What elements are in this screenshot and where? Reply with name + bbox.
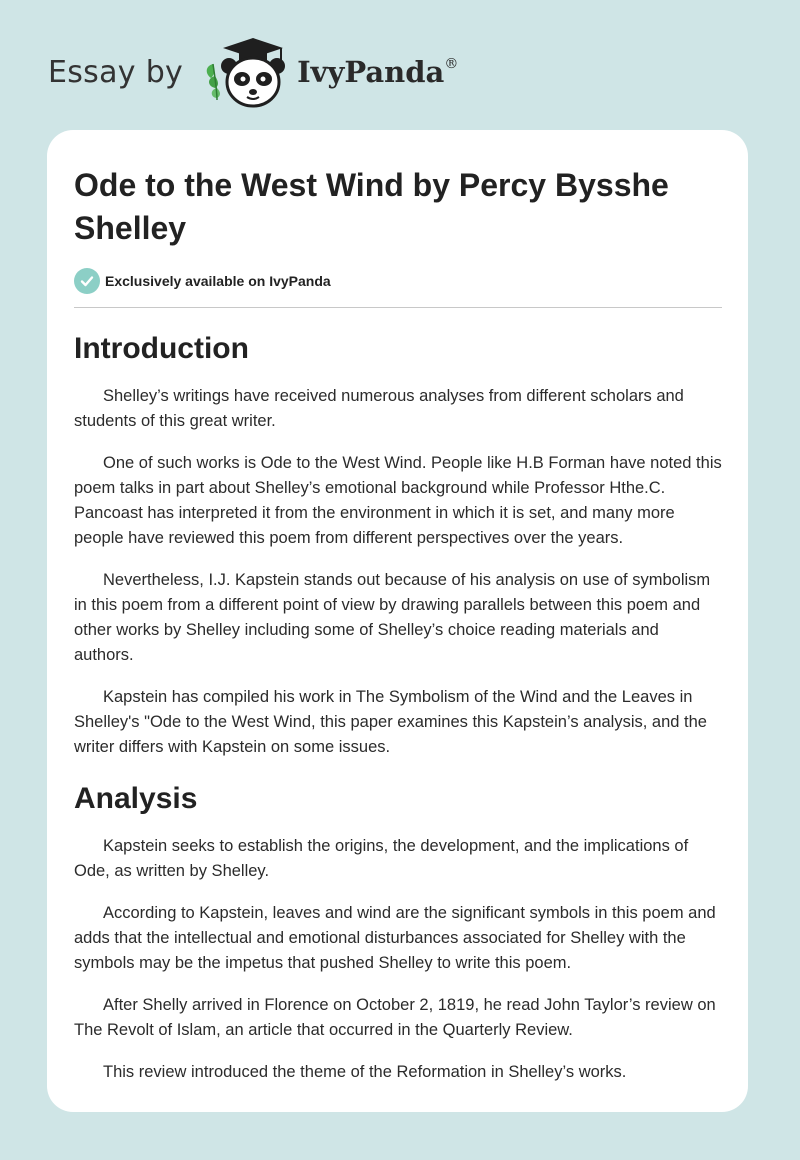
paragraph: One of such works is Ode to the West Wind. People like H.B Forman have noted this poem talks in part about Shelley’s emotional background while Professor Hthe.C. Pancoast has interpreted it from the environment in which it is set, and many more people have reviewed this poem from different perspectives over the years. (74, 454, 722, 547)
paragraph: This review introduced the theme of the Reformation in Shelley’s works. (103, 1063, 627, 1081)
divider (74, 307, 722, 308)
badge-text: Exclusively available on IvyPanda (105, 273, 331, 289)
paragraph: Kapstein has compiled his work in The Symbolism of the Wind and the Leaves in Shelley's "Ode to the West Wind, this paper examines this Kapstein’s analysis, and the writer differs with Kapstein on some issues. (74, 688, 707, 756)
ivy-leaf-icon (207, 64, 220, 100)
panda-logo-icon[interactable] (201, 34, 291, 110)
paragraph: Kapstein seeks to establish the origins, the development, and the implications of Ode, as written by Shelley. (74, 837, 689, 880)
page-title: Ode to the West Wind by Percy Bysshe Shelley (74, 167, 669, 246)
section-heading-analysis: Analysis (74, 782, 198, 815)
essay-card (47, 130, 748, 1112)
paragraph: Shelley’s writings have received numerous analyses from different scholars and students of this great writer. (74, 387, 684, 430)
paragraph: After Shelly arrived in Florence on October 2, 1819, he read John Taylor’s review on The Revolt of Islam, an article that occurred in the Quarterly Review. (74, 996, 716, 1039)
section-heading-introduction: Introduction (74, 332, 249, 365)
registered-mark: ® (444, 56, 459, 72)
site-header (48, 34, 458, 110)
brand-name[interactable]: IvyPanda® (297, 55, 459, 89)
paragraph: According to Kapstein, leaves and wind are the significant symbols in this poem and adds that the intellectual and emotional disturbances associated for Shelley with the symbols may be the impetus that pushed Shelley to write this poem. (74, 904, 716, 972)
paragraph: Nevertheless, I.J. Kapstein stands out because of his analysis on use of symbolism in this poem from a different point of view by drawing parallels between this poem and other works by Shelley including some of Shelley’s choice reading materials and authors. (74, 571, 711, 664)
essay-by-label: Essay by (48, 54, 184, 90)
check-circle-icon (74, 268, 100, 294)
exclusive-badge (74, 267, 722, 295)
